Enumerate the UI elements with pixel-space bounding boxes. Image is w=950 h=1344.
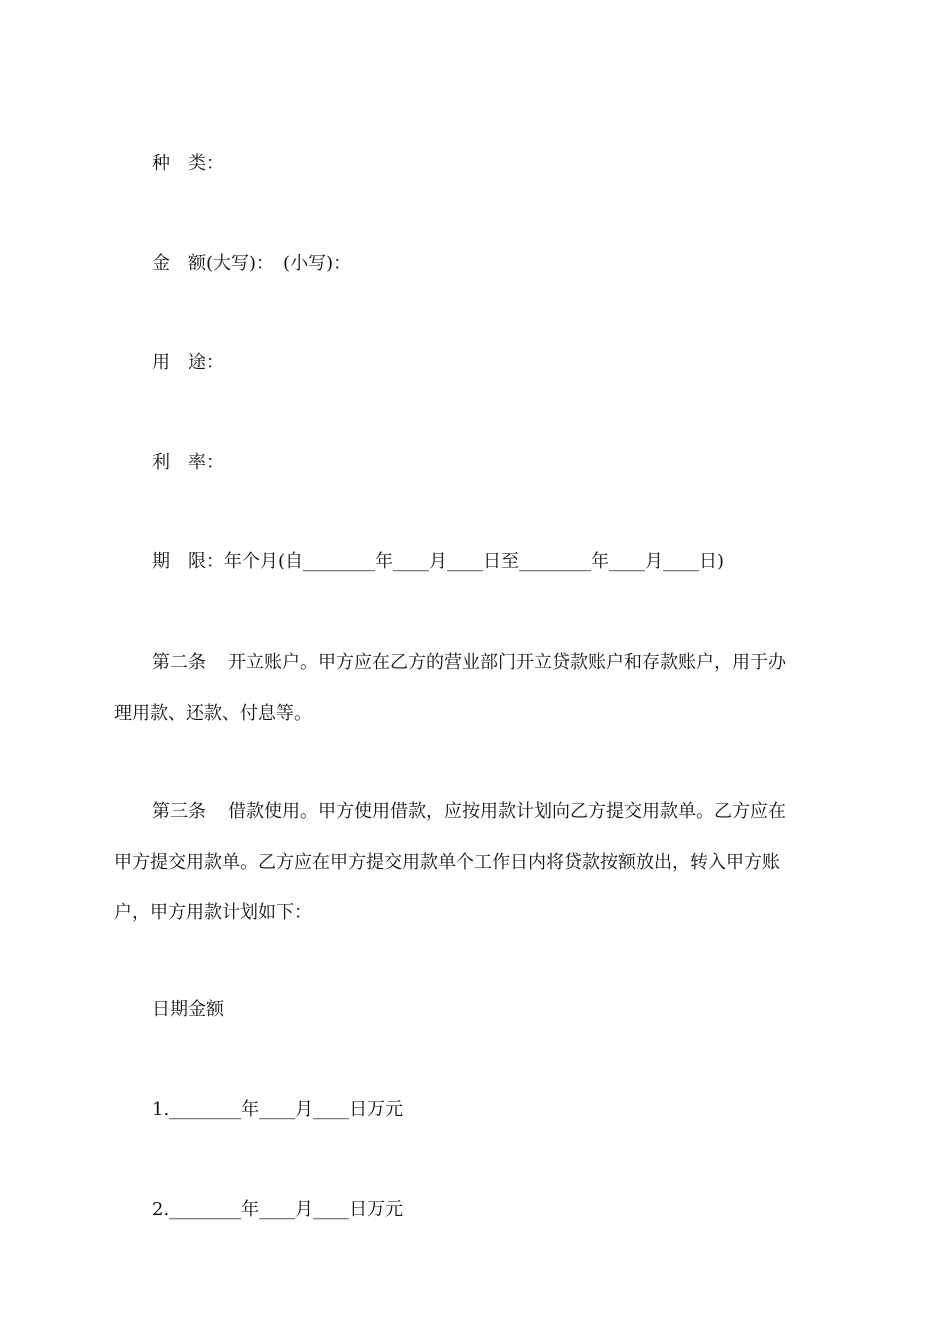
article-3-text: 借款使用。甲方使用借款，应按用款计划向乙方提交用款单。乙方应在 <box>228 801 786 822</box>
article-3-line-1 <box>152 800 852 824</box>
article-3-line-2: 甲方提交用款单。乙方应在甲方提交用款单个工作日内将贷款按额放出，转入甲方账 <box>114 852 780 873</box>
schedule-row-1: 1.________年____月____日万元 <box>152 1099 404 1120</box>
article-2-line-2: 理用款、还款、付息等。 <box>114 703 312 724</box>
field-rate: 利 率： <box>152 452 224 473</box>
field-amount: 金 额(大写)： (小写)： <box>152 253 352 274</box>
field-kind: 种 类： <box>152 153 224 174</box>
article-3-heading: 第三条 <box>152 801 206 822</box>
article-2-heading: 第二条 <box>152 652 206 673</box>
schedule-header: 日期金额 <box>152 999 224 1020</box>
article-3-line-3: 户，甲方用款计划如下： <box>114 902 312 923</box>
article-2-line-1 <box>152 651 852 675</box>
schedule-row-2: 2.________年____月____日万元 <box>152 1199 404 1220</box>
field-purpose: 用 途： <box>152 352 224 373</box>
field-term: 期 限：年个月(自________年____月____日至________年____月____日) <box>152 551 725 572</box>
article-2-text: 开立账户。甲方应在乙方的营业部门开立贷款账户和存款账户，用于办 <box>228 652 786 673</box>
